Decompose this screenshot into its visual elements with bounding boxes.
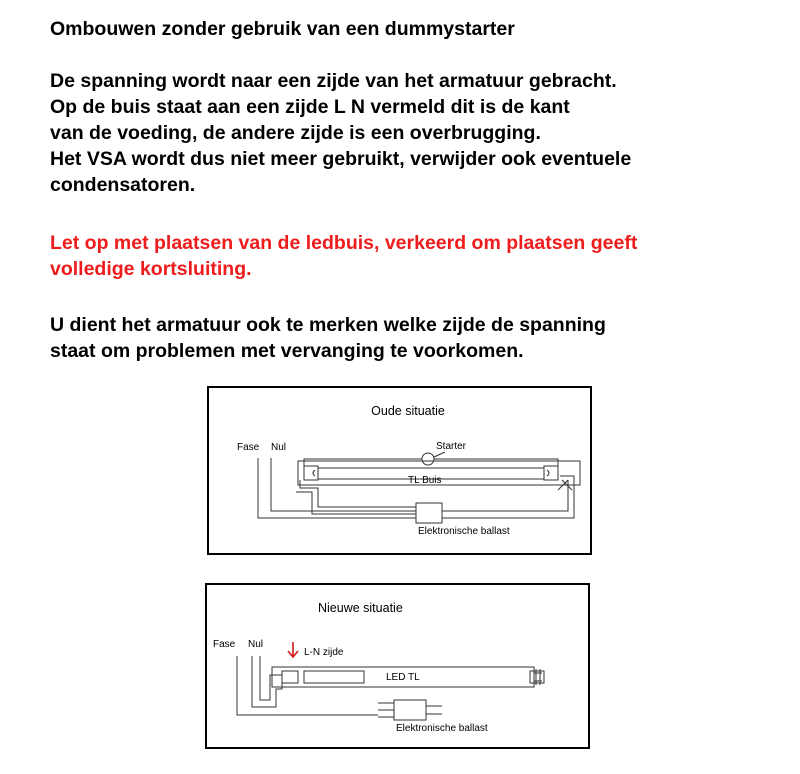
ballast-loose-wires-left — [378, 703, 394, 717]
paragraph-1-line: Op de buis staat aan een zijde L N vermeld dit is de kant — [50, 96, 570, 118]
ballast-box — [394, 700, 426, 720]
fase-label: Fase — [213, 639, 236, 650]
warning-line: volledige kortsluiting. — [50, 258, 252, 280]
nul-wire-b — [260, 656, 282, 700]
heading: Ombouwen zonder gebruik van een dummystarter — [50, 18, 515, 40]
paragraph-1-line: van de voeding, de andere zijde is een overbrugging. — [50, 122, 541, 144]
led-tube-cap-left — [282, 671, 298, 683]
diagram-old-title: Oude situatie — [371, 404, 445, 418]
warning-line: Let op met plaatsen van de ledbuis, verkeerd om plaatsen geeft — [50, 232, 638, 254]
tube-label: LED TL — [386, 672, 420, 683]
nul-wire — [252, 656, 282, 707]
tube-label: TL Buis — [408, 475, 442, 486]
nul-label: Nul — [248, 639, 264, 650]
ln-side-arrow — [288, 642, 298, 657]
ballast-label: Elektronische ballast — [418, 526, 510, 537]
fase-label: Fase — [237, 442, 260, 453]
paragraph-1-line: condensatoren. — [50, 174, 196, 196]
starter-label: Starter — [436, 441, 467, 452]
paragraph-1-line: Het VSA wordt dus niet meer gebruikt, verwijder ook eventuele — [50, 148, 632, 170]
fase-wire — [237, 656, 378, 715]
ballast-loose-wires-right — [426, 706, 442, 714]
led-tube-driver — [304, 671, 364, 683]
paragraph-2-line: U dient het armatuur ook te merken welke zijde de spanning — [50, 314, 606, 336]
nul-label: Nul — [271, 442, 287, 453]
ln-side-label: L-N zijde — [304, 647, 344, 658]
paragraph-1-line: De spanning wordt naar een zijde van het armatuur gebracht. — [50, 70, 617, 92]
paragraph-2-line: staat om problemen met vervanging te voorkomen. — [50, 340, 524, 362]
ballast-label: Elektronische ballast — [396, 723, 488, 734]
diagram-new-title: Nieuwe situatie — [318, 601, 403, 615]
